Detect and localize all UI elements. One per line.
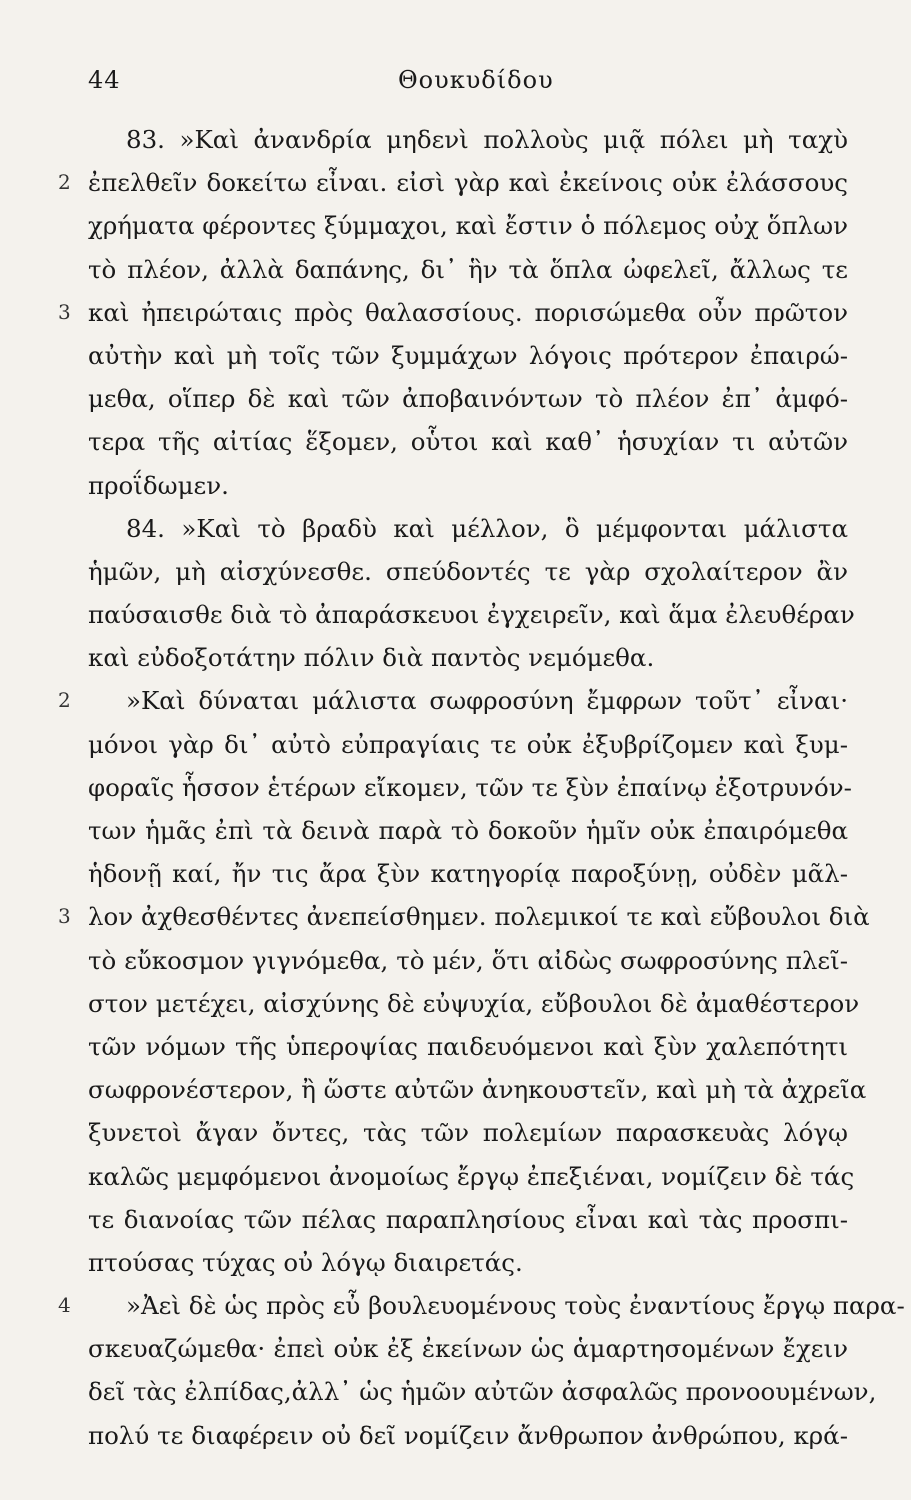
line-text: λον ἀχθεσθέντες ἀνεπείσθημεν. πολεμικοί τε καὶ εὔβουλοι διὰ [88, 902, 870, 932]
line-text: »Ἀεὶ δὲ ὡς πρὸς εὖ βουλευομένους τοὺς ἐναντίους ἔργῳ παρα- [126, 1291, 905, 1321]
line-text: τὸ πλέον, ἀλλὰ δαπάνης, δι᾽ ἣν τὰ ὅπλα ὠφελεῖ, ἄλλως τε [88, 254, 848, 284]
margin-section-number: 4 [58, 1293, 71, 1318]
line-text: τε διανοίας τῶν πέλας παραπλησίους εἶναι καὶ τὰς προσπι- [88, 1204, 848, 1234]
line-text: τὸ εὔκοσμον γιγνόμεθα, τὸ μέν, ὅτι αἰδὼς σωφροσύνης πλεῖ- [88, 945, 848, 975]
text-line [0, 464, 911, 507]
text-line [0, 723, 911, 766]
margin-section-number: 3 [58, 299, 71, 324]
line-text: προΐδωμεν. [88, 470, 229, 500]
line-text: ἡδονῇ καί, ἤν τις ἄρα ξὺν κατηγορίᾳ παροξύνῃ, οὐδὲν μᾶλ- [88, 859, 848, 889]
text-line [0, 636, 911, 679]
line-text: 83. »Καὶ ἀνανδρία μηδενὶ πολλοὺς μιᾷ πόλει μὴ ταχὺ [126, 125, 848, 154]
text-line [0, 1111, 911, 1154]
text-line [0, 766, 911, 809]
text-line [0, 377, 911, 420]
line-text: ἡμῶν, μὴ αἰσχύνεσθε. σπεύδοντές τε γὰρ σχολαίτερον ἂν [88, 556, 848, 586]
line-text: ἐπελθεῖν δοκείτω εἶναι. εἰσὶ γὰρ καὶ ἐκείνοις οὐκ ἐλάσσους [88, 168, 848, 198]
margin-section-number: 2 [58, 170, 71, 195]
line-text: μόνοι γὰρ δι᾽ αὐτὸ εὐπραγίαις τε οὐκ ἐξυβρίζομεν καὶ ξυμ- [88, 729, 848, 759]
running-title: Θουκυδίδου [398, 66, 554, 94]
text-line [0, 982, 911, 1025]
line-text: δεῖ τὰς ἐλπίδας,ἀλλ᾽ ὡς ἡμῶν αὐτῶν ἀσφαλῶς προνοουμένων, [88, 1377, 877, 1407]
text-line [0, 679, 911, 722]
text-line [0, 593, 911, 636]
line-text: καὶ ἠπειρώταις πρὸς θαλασσίους. πορισώμεθα οὖν πρῶτον [88, 297, 848, 327]
line-text: 84. »Καὶ τὸ βραδὺ καὶ μέλλον, ὃ μέμφονται μάλιστα [126, 513, 848, 543]
line-text: ξυνετοὶ ἄγαν ὄντες, τὰς τῶν πολεμίων παρασκευὰς λόγῳ [88, 1118, 848, 1148]
line-text: φοραῖς ἧσσον ἑτέρων εἴκομεν, τῶν τε ξὺν ἐπαίνῳ ἐξοτρυνόν- [88, 772, 852, 802]
text-line [0, 118, 911, 161]
text-line [0, 1327, 911, 1370]
text-line [0, 852, 911, 895]
text-line [0, 550, 911, 593]
line-text: τῶν νόμων τῆς ὑπεροψίας παιδευόμενοι καὶ ξὺν χαλεπότητι [88, 1031, 848, 1061]
margin-section-number: 2 [58, 688, 71, 713]
text-line [0, 1414, 911, 1457]
text-line [0, 939, 911, 982]
text-line [0, 1284, 911, 1327]
line-text: πτούσας τύχας οὐ λόγῳ διαιρετάς. [88, 1247, 523, 1277]
text-line [0, 1025, 911, 1068]
text-line [0, 1370, 911, 1413]
text-line [0, 1155, 911, 1198]
text-line [0, 1241, 911, 1284]
text-line [0, 507, 911, 550]
line-text: σκευαζώμεθα· ἐπεὶ οὐκ ἐξ ἐκείνων ὡς ἁμαρτησομένων ἔχειν [88, 1334, 848, 1364]
line-text: καλῶς μεμφόμενοι ἀνομοίως ἔργῳ ἐπεξιέναι, νομίζειν δὲ τάς [88, 1161, 855, 1191]
text-line [0, 334, 911, 377]
line-text: χρήματα φέροντες ξύμμαχοι, καὶ ἔστιν ὁ πόλεμος οὐχ ὅπλων [88, 211, 848, 241]
text-line [0, 1198, 911, 1241]
margin-section-number: 3 [58, 904, 71, 929]
page-header [0, 66, 911, 106]
line-text: »Καὶ δύναται μάλιστα σωφροσύνη ἔμφρων τοῦτ᾽ εἶναι· [126, 686, 848, 716]
text-line [0, 204, 911, 247]
line-text: σωφρονέστερον, ἢ ὥστε αὐτῶν ἀνηκουστεῖν, καὶ μὴ τὰ ἀχρεῖα [88, 1075, 867, 1105]
body-text [0, 118, 911, 1457]
line-text: παύσαισθε διὰ τὸ ἀπαράσκευοι ἐγχειρεῖν, καὶ ἅμα ἐλευθέραν [88, 600, 855, 630]
line-text: μεθα, οἵπερ δὲ καὶ τῶν ἀποβαινόντων τὸ πλέον ἐπ᾽ ἀμφό- [88, 384, 848, 414]
text-line [0, 1068, 911, 1111]
page-number: 44 [88, 66, 121, 94]
line-text: στον μετέχει, αἰσχύνης δὲ εὐψυχία, εὔβουλοι δὲ ἀμαθέστερον [88, 988, 860, 1018]
text-line [0, 161, 911, 204]
text-line [0, 248, 911, 291]
text-line [0, 420, 911, 463]
text-line [0, 291, 911, 334]
line-text: καὶ εὐδοξοτάτην πόλιν διὰ παντὸς νεμόμεθα. [88, 643, 655, 673]
line-text: αὐτὴν καὶ μὴ τοῖς τῶν ξυμμάχων λόγοις πρότερον ἐπαιρώ- [88, 340, 848, 370]
text-line [0, 809, 911, 852]
text-line [0, 895, 911, 938]
line-text: των ἡμᾶς ἐπὶ τὰ δεινὰ παρὰ τὸ δοκοῦν ἡμῖν οὐκ ἐπαιρόμεθα [88, 816, 848, 845]
line-text: πολύ τε διαφέρειν οὐ δεῖ νομίζειν ἄνθρωπον ἀνθρώπου, κρά- [88, 1420, 848, 1450]
line-text: τερα τῆς αἰτίας ἕξομεν, οὗτοι καὶ καθ᾽ ἡσυχίαν τι αὐτῶν [88, 427, 848, 457]
